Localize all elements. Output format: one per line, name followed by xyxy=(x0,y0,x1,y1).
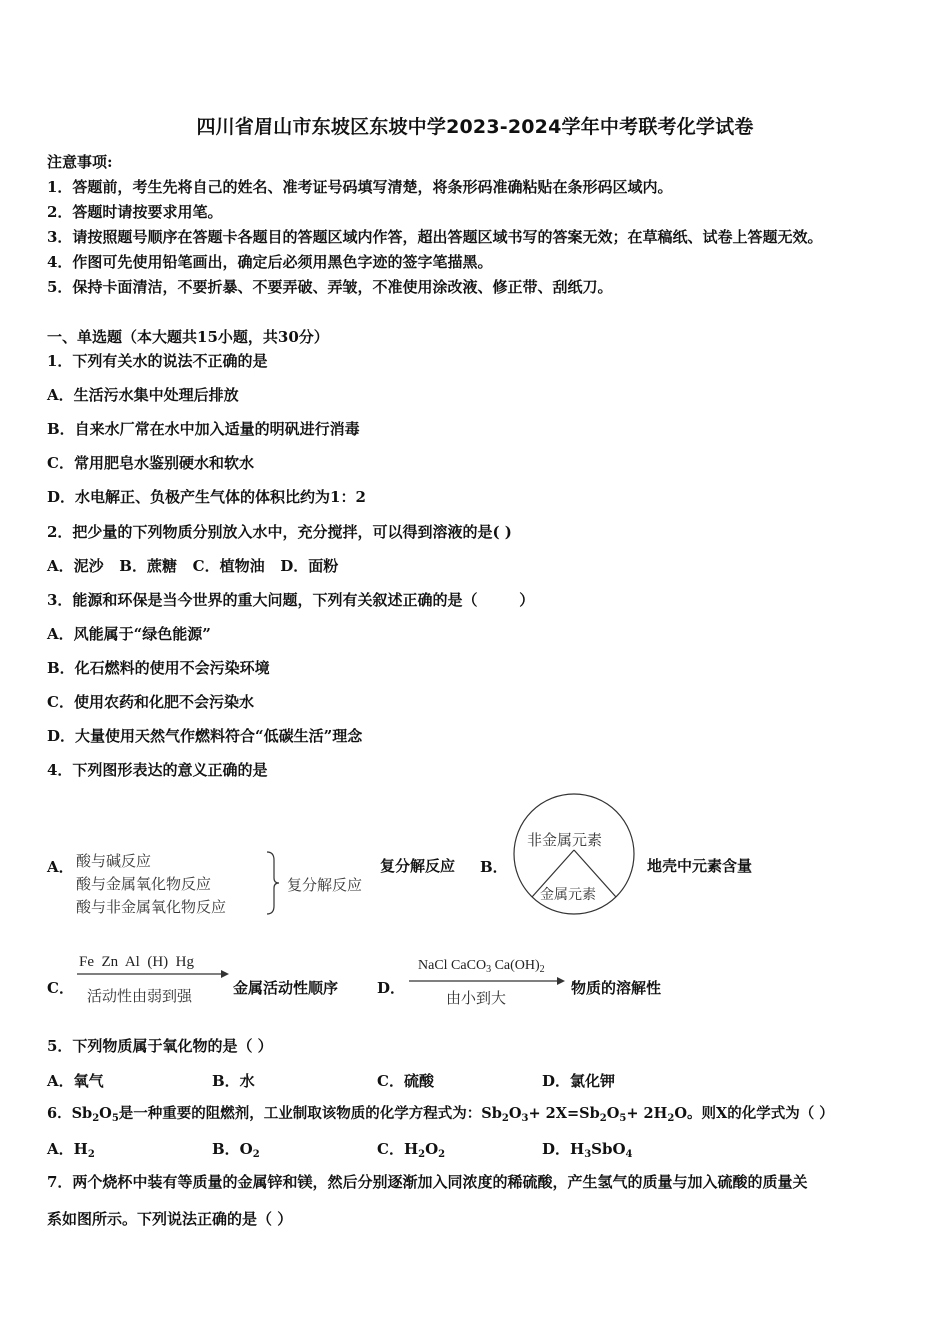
question-4-stem: 4．下列图形表达的意义正确的是 xyxy=(47,761,268,779)
arrow-icon xyxy=(75,968,231,980)
question-3-option-c: C．使用农药和化肥不会污染水 xyxy=(47,693,254,711)
notice-item: 2．答题时请按要求用笔。 xyxy=(47,203,223,221)
question-6-stem: 6．$Sb_2O_5$是一种重要的阻燃剂，工业制取该物质的化学方程式为：$Sb_2O_3+ 2X=Sb_2O_5+ 2H_2O$。则X的化学式为（ ） xyxy=(47,1105,834,1124)
reaction-line: 酸与金属氧化物反应 xyxy=(76,875,212,893)
question-4-option-b-letter: B． xyxy=(480,858,508,876)
compound-list: NaCl CaCO$_3$ $Ca(OH)_2$ xyxy=(418,958,545,975)
reaction-line: 酸与非金属氧化物反应 xyxy=(76,898,227,916)
question-5-option-b: B．水 xyxy=(212,1072,255,1090)
question-4-option-a-list xyxy=(76,850,226,919)
question-4-option-d-letter: D． xyxy=(377,979,406,997)
question-7-stem-line1: 7．两个烧杯中装有等质量的金属锌和镁，然后分别逐渐加入同浓度的稀硫酸，产生氢气的质量与加入硫酸的质量关 xyxy=(47,1173,808,1191)
question-4-option-b-caption: 地壳中元素含量 xyxy=(647,857,753,875)
solubility-label: 由小到大 xyxy=(446,989,507,1007)
notice-item: 4．作图可先使用铅笔画出，确定后必须用黑色字迹的签字笔描黑。 xyxy=(47,253,493,271)
brace-icon xyxy=(264,850,282,916)
pie-label-nonmetal: 非金属元素 xyxy=(527,831,603,849)
notice-item: 3．请按照题号顺序在答题卡各题目的答题区域内作答，超出答题区域书写的答案无效；在草稿纸、试卷上答题无效。 xyxy=(47,228,823,246)
notice-item: 5．保持卡面清洁，不要折暴、不要弄破、弄皱，不准使用涂改液、修正带、刮纸刀。 xyxy=(47,278,613,296)
question-6-option-a: A．$H_2$ xyxy=(47,1140,95,1160)
question-1-stem: 1．下列有关水的说法不正确的是 xyxy=(47,352,268,370)
question-4-option-c-caption: 金属活动性顺序 xyxy=(233,979,339,997)
question-4-option-a-caption: 复分解反应 xyxy=(380,857,456,875)
question-5-option-d: D．氯化钾 xyxy=(542,1072,616,1090)
question-1-option-c: C．常用肥皂水鉴别硬水和软水 xyxy=(47,454,254,472)
question-3-option-d: D．大量使用天然气作燃料符合“低碳生活”理念 xyxy=(47,727,363,745)
pie-label-metal: 金属元素 xyxy=(540,887,596,903)
question-4-option-c-letter: C． xyxy=(47,979,74,997)
section-heading: 一、单选题（本大题共15小题，共30分） xyxy=(47,328,329,346)
question-3-option-b: B．化石燃料的使用不会污染环境 xyxy=(47,659,270,677)
question-1-option-d: D．水电解正、负极产生气体的体积比约为1：2 xyxy=(47,488,366,506)
arrow-icon xyxy=(407,975,567,987)
activity-label: 活动性由弱到强 xyxy=(87,987,193,1005)
question-7-stem-line2: 系如图所示。下列说法正确的是（ ） xyxy=(47,1210,293,1228)
question-6-option-b: B．$O_2$ xyxy=(212,1140,260,1160)
question-2-options: A．泥沙 B．蔗糖 C．植物油 D．面粉 xyxy=(47,557,339,575)
metal-sequence: Fe Zn Al (H) Hg xyxy=(79,954,194,970)
question-2-stem: 2．把少量的下列物质分别放入水中，充分搅拌，可以得到溶液的是( ) xyxy=(47,523,512,541)
question-1-option-b: B．自来水厂常在水中加入适量的明矾进行消毒 xyxy=(47,420,360,438)
question-6-option-c: C．$H_2O_2$ xyxy=(377,1140,446,1160)
notice-item: 1．答题前，考生先将自己的姓名、准考证号码填写清楚，将条形码准确粘贴在条形码区域内。 xyxy=(47,178,673,196)
notice-heading: 注意事项: xyxy=(47,153,113,171)
question-4-option-d-caption: 物质的溶解性 xyxy=(571,979,662,997)
question-3-option-a: A．风能属于“绿色能源” xyxy=(47,625,211,643)
question-5-stem: 5．下列物质属于氧化物的是（ ） xyxy=(47,1037,273,1055)
question-1-option-a: A．生活污水集中处理后排放 xyxy=(47,386,239,404)
question-4-option-a-brace-label: 复分解反应 xyxy=(287,876,363,894)
question-3-stem: 3．能源和环保是当今世界的重大问题，下列有关叙述正确的是（ ） xyxy=(47,591,535,609)
question-4-option-a-letter: A． xyxy=(47,858,74,876)
exam-title: 四川省眉山市东坡区东坡中学2023-2024学年中考联考化学试卷 xyxy=(196,116,754,138)
question-5-option-a: A．氧气 xyxy=(47,1072,104,1090)
reaction-line: 酸与碱反应 xyxy=(76,852,152,870)
question-6-option-d: D．$H_3SbO_4$ xyxy=(542,1140,633,1160)
question-5-option-c: C．硫酸 xyxy=(377,1072,434,1090)
